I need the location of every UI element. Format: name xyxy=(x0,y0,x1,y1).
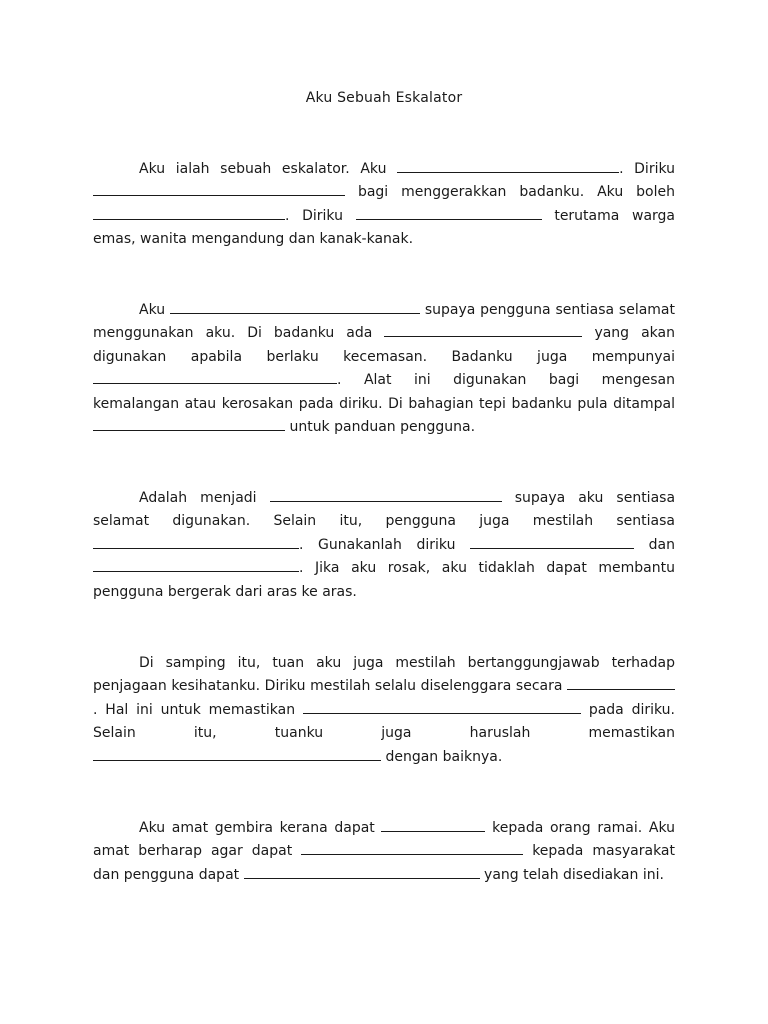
fill-blank[interactable] xyxy=(170,299,420,314)
text-segment: . Gunakanlah diriku xyxy=(299,536,456,553)
fill-blank[interactable] xyxy=(470,534,634,549)
fill-blank[interactable] xyxy=(93,369,337,384)
document-title: Aku Sebuah Eskalator xyxy=(305,90,463,106)
fill-blank[interactable] xyxy=(301,840,523,855)
text-segment: Aku xyxy=(139,302,166,318)
paragraph-2 xyxy=(93,299,675,439)
text-segment: . Diriku xyxy=(619,161,676,177)
text-segment: yang akan digunakan apabila berlaku kecemasan. Badanku juga mempunyai xyxy=(93,325,675,365)
text-segment: . Alat ini digunakan bagi mengesan kemalangan atau kerosakan pada diriku. Di bahagian tepi badanku pula ditampal xyxy=(93,372,675,412)
text-segment: Aku amat gembira kerana dapat xyxy=(139,820,375,836)
text-segment: . Hal ini untuk memastikan xyxy=(93,701,296,718)
text-segment: Aku ialah sebuah eskalator. Aku xyxy=(139,161,387,177)
fill-blank[interactable] xyxy=(93,181,345,196)
fill-blank[interactable] xyxy=(93,746,381,761)
text-segment: Adalah menjadi xyxy=(139,490,257,506)
fill-blank[interactable] xyxy=(567,675,675,690)
fill-blank[interactable] xyxy=(384,322,582,337)
text-segment: supaya aku sentiasa selamat digunakan. Selain itu, pengguna juga mestilah sentiasa xyxy=(93,490,676,530)
text-segment: terutama warga emas, wanita mengandung dan kanak-kanak. xyxy=(93,207,676,248)
text-segment: pada diriku. Selain itu, tuanku juga haruslah memastikan xyxy=(93,701,676,742)
fill-blank[interactable] xyxy=(270,487,502,502)
text-segment: dengan baiknya. xyxy=(385,748,503,765)
paragraph-5 xyxy=(93,817,675,887)
paragraph-1 xyxy=(93,158,675,252)
text-segment: Di samping itu, tuan aku juga mestilah bertanggungjawab terhadap penjagaan kesihatanku. Diriku mestilah selalu diselenggara secara xyxy=(93,655,675,695)
fill-blank[interactable] xyxy=(356,205,542,220)
text-segment: untuk panduan pengguna. xyxy=(289,419,476,436)
fill-blank[interactable] xyxy=(93,205,285,220)
fill-blank[interactable] xyxy=(381,817,485,832)
text-segment: yang telah disediakan ini. xyxy=(484,866,664,883)
fill-blank[interactable] xyxy=(303,699,581,714)
paragraph-4 xyxy=(93,652,675,769)
fill-blank[interactable] xyxy=(244,864,480,879)
text-segment: kepada masyarakat dan pengguna dapat xyxy=(93,843,675,883)
text-segment: . Jika aku rosak, aku tidaklah dapat membantu pengguna bergerak dari aras ke aras. xyxy=(93,560,675,600)
text-segment: . Diriku xyxy=(285,207,343,224)
fill-blank[interactable] xyxy=(93,557,299,572)
fill-blank[interactable] xyxy=(397,158,619,173)
text-segment: supaya pengguna sentiasa selamat menggunakan aku. Di badanku ada xyxy=(93,302,676,342)
fill-blank[interactable] xyxy=(93,416,285,431)
fill-blank[interactable] xyxy=(93,534,299,549)
text-segment: dan xyxy=(648,536,676,553)
text-segment: bagi menggerakkan badanku. Aku boleh xyxy=(357,184,675,201)
text-segment: kepada orang ramai. Aku amat berharap agar dapat xyxy=(93,820,676,860)
paragraph-3 xyxy=(93,487,675,604)
